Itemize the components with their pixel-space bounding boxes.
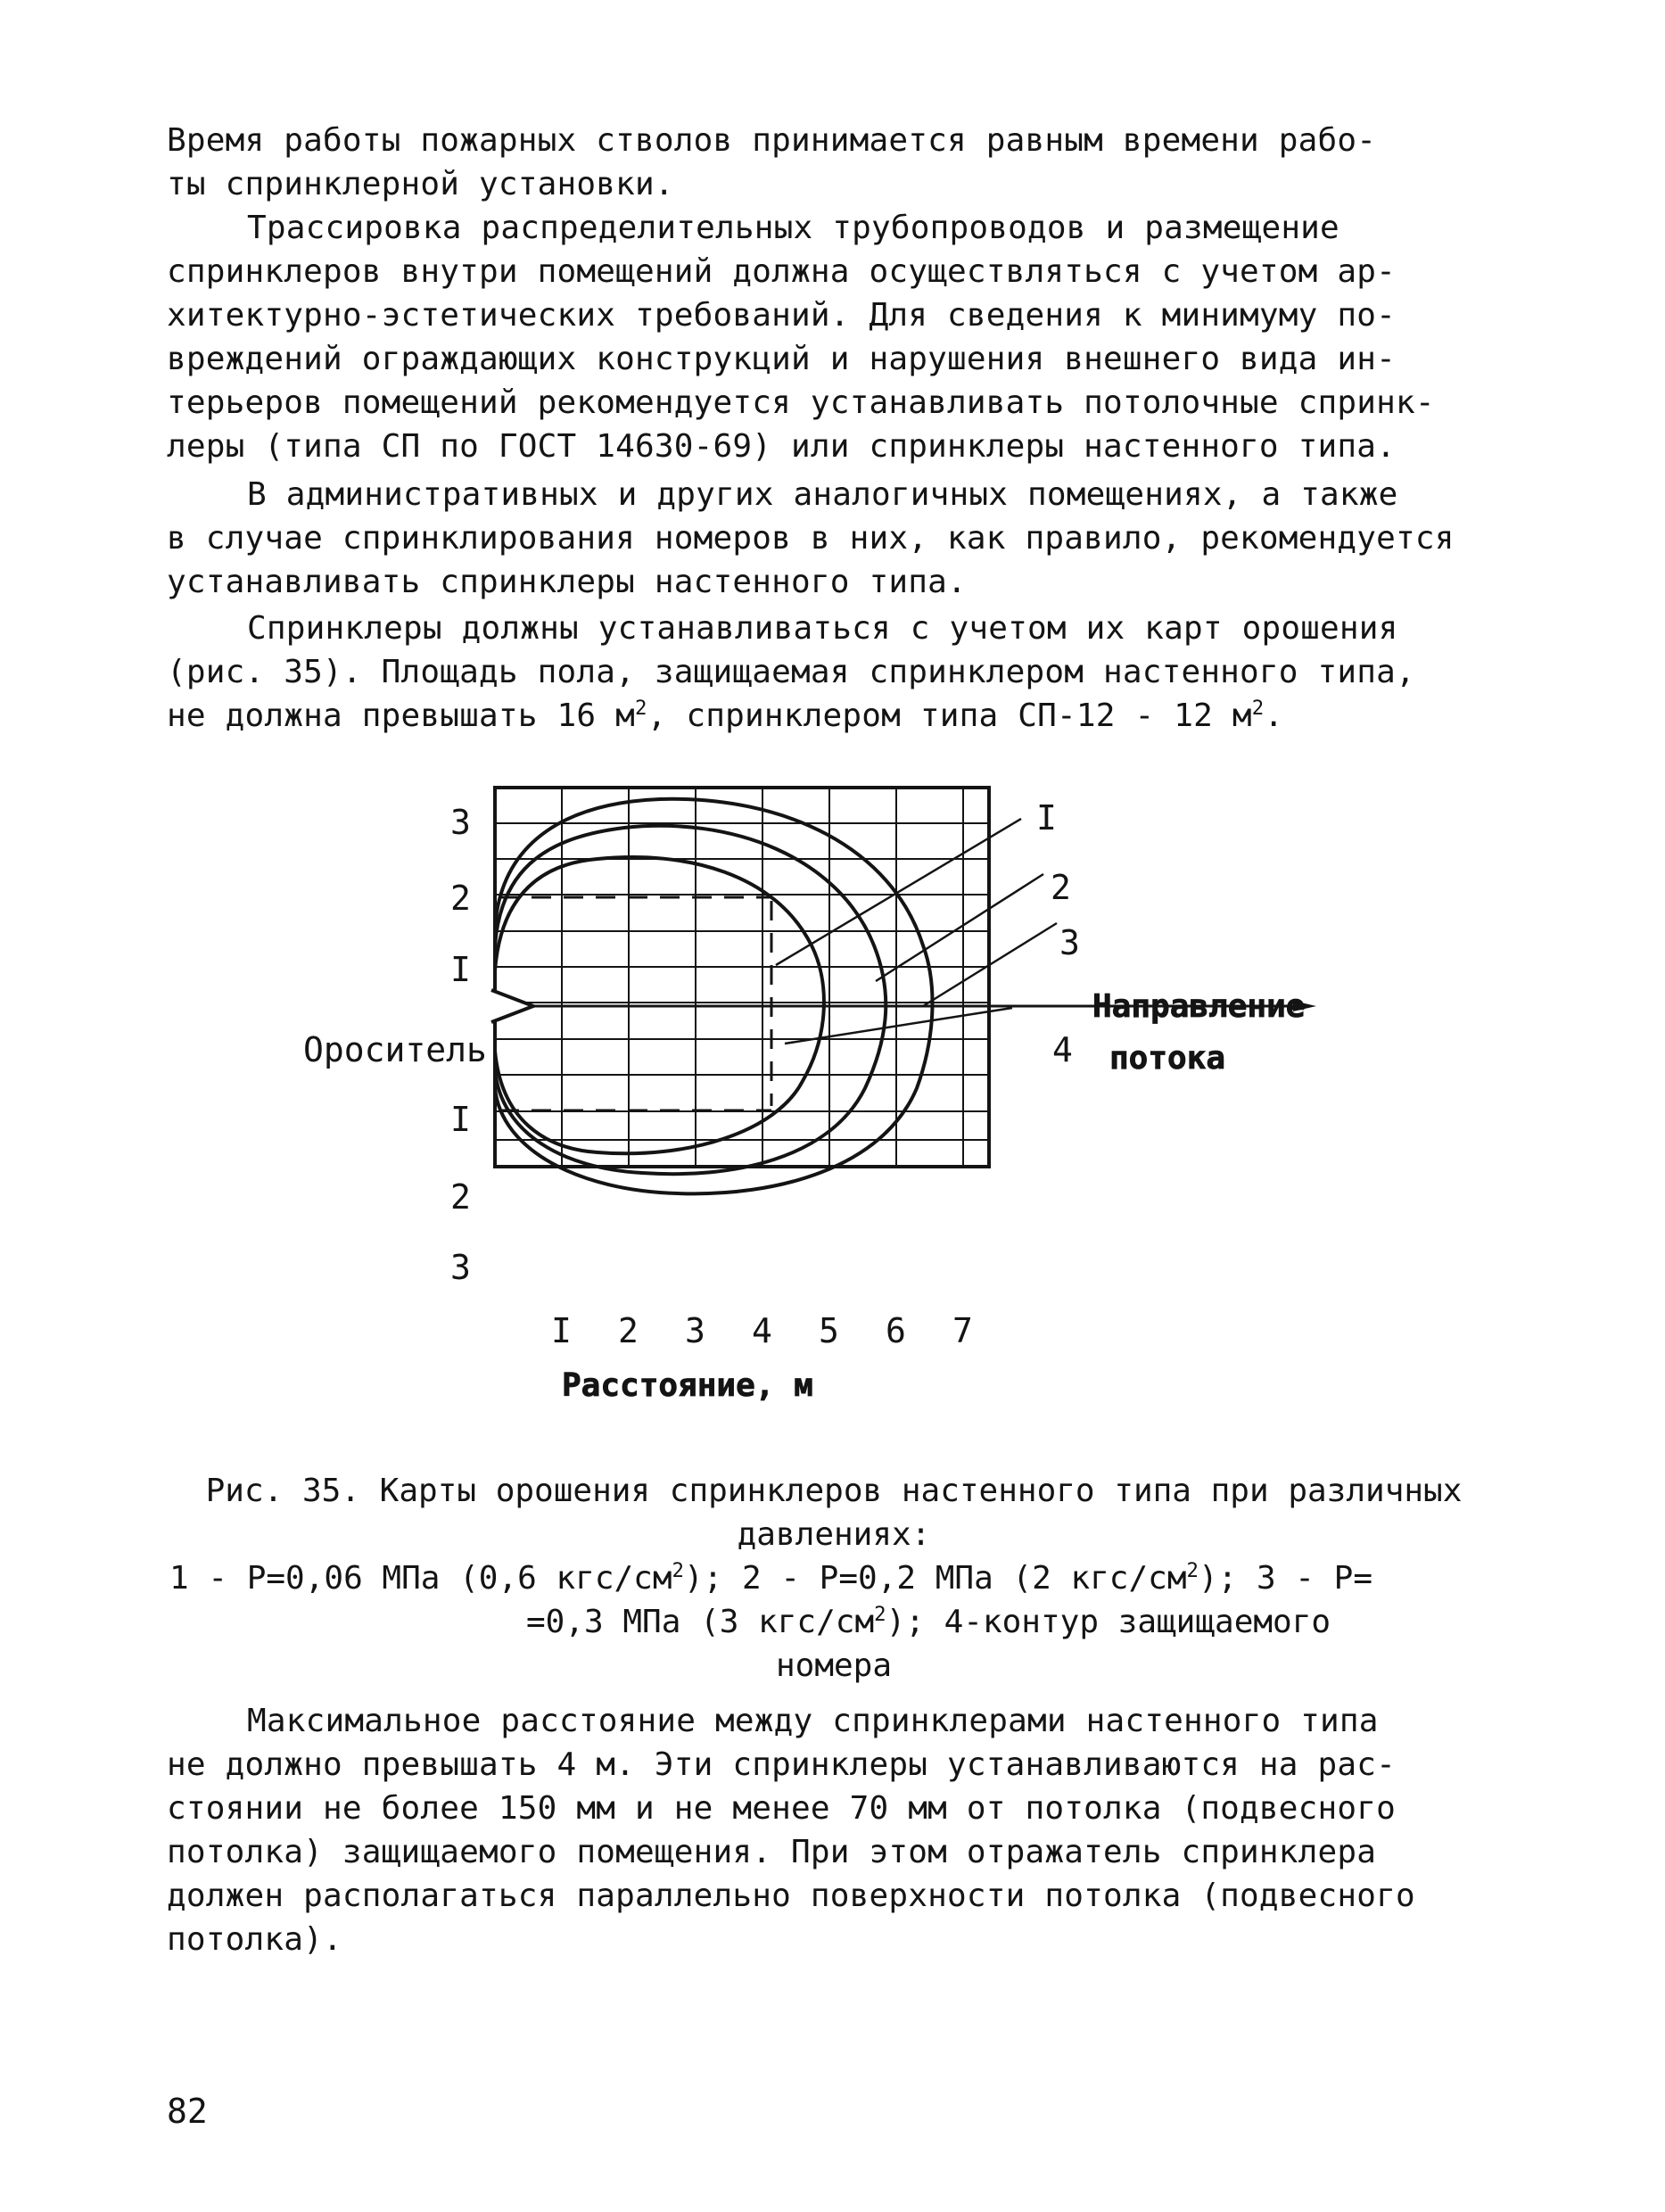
text-line: Спринклеры должны устанавливаться с учетом их карт орошения bbox=[247, 610, 1398, 647]
paragraph-5 bbox=[167, 1699, 1491, 1961]
text-line: устанавливать спринклеры настенного типа. bbox=[167, 564, 967, 600]
text-line: хитектурно-эстетических требований. Для сведения к минимуму по- bbox=[167, 297, 1397, 334]
y-tick-bottom-1: I bbox=[450, 1100, 471, 1139]
text-line: потолка). bbox=[167, 1921, 342, 1958]
curve-label-4: 4 bbox=[1052, 1030, 1073, 1069]
text-line: потолка) защищаемого помещения. При этом отражатель спринклера bbox=[167, 1834, 1377, 1870]
caption-line: давлениях: bbox=[737, 1516, 931, 1553]
protected-room-contour bbox=[499, 897, 771, 1110]
text-line: Максимальное расстояние между спринклерами настенного типа bbox=[247, 1703, 1379, 1739]
paragraph-2 bbox=[167, 206, 1491, 468]
caption-line: Рис. 35. Карты орошения спринклеров настенного типа при различных bbox=[205, 1473, 1463, 1509]
flow-label-line2: потока bbox=[1109, 1040, 1226, 1077]
text-line: стоянии не более 150 мм и не менее 70 мм от потолка (подвесного bbox=[167, 1790, 1397, 1827]
caption-line: =0,3 МПа (3 кгс/$см^2$); 4-контур защищаемого bbox=[526, 1603, 1331, 1640]
text-line: терьеров помещений рекомендуется устанавливать потолочные спринк- bbox=[167, 384, 1435, 421]
x-tick-5: 5 bbox=[819, 1311, 839, 1350]
text-line: должен располагаться параллельно поверхности потолка (подвесного bbox=[167, 1878, 1415, 1914]
x-tick-7: 7 bbox=[952, 1311, 973, 1350]
x-tick-6: 6 bbox=[886, 1311, 906, 1350]
sprinkler-notch bbox=[491, 990, 533, 1022]
y-tick-top-2: 2 bbox=[450, 879, 471, 918]
paragraph-3 bbox=[167, 473, 1491, 604]
sprinkler-label: Ороситель bbox=[303, 1030, 487, 1069]
text-line: Трассировка распределительных трубопроводов и размещение bbox=[247, 210, 1339, 246]
text-line: не должно превышать 4 м. Эти спринклеры устанавливаются на рас- bbox=[167, 1746, 1397, 1783]
y-tick-bottom-2: 2 bbox=[450, 1177, 471, 1217]
text-line: В административных и других аналогичных помещениях, а также bbox=[247, 476, 1398, 513]
text-line: спринклеров внутри помещений должна осуществляться с учетом ар- bbox=[167, 253, 1397, 290]
text-line: вреждений ограждающих конструкций и нарушения внешнего вида ин- bbox=[167, 341, 1397, 377]
x-tick-4: 4 bbox=[752, 1311, 772, 1350]
text-line: леры (типа СП по ГОСТ 14630-69) или спринклеры настенного типа. bbox=[167, 428, 1397, 465]
text-line: ты спринклерной установки. bbox=[167, 166, 674, 202]
y-tick-top-3: 3 bbox=[450, 803, 471, 842]
paragraph-4 bbox=[167, 607, 1491, 738]
curve-label-2: 2 bbox=[1051, 868, 1071, 907]
figure-caption bbox=[161, 1469, 1507, 1688]
text-line: в случае спринклирования номеров в них, как правило, рекомендуется bbox=[167, 520, 1455, 557]
x-tick-3: 3 bbox=[685, 1311, 705, 1350]
curve-2 bbox=[495, 826, 886, 1174]
text-line: Время работы пожарных стволов принимается равным времени рабо- bbox=[167, 122, 1377, 159]
caption-line: 1 - Р=0,06 МПа (0,6 кгс/$см^2$); 2 - Р=0,2 МПа (2 кгс/$см^2$); 3 - Р= bbox=[169, 1559, 1373, 1597]
paragraph-1 bbox=[167, 119, 1491, 206]
x-tick-2: 2 bbox=[618, 1311, 639, 1350]
x-axis-label: Расстояние, м bbox=[562, 1367, 813, 1404]
text-line: (рис. 35). Площадь пола, защищаемая спринклером настенного типа, bbox=[167, 654, 1415, 690]
caption-line: номера bbox=[775, 1647, 893, 1684]
y-tick-top-1: I bbox=[450, 950, 471, 989]
curve-label-3: 3 bbox=[1059, 923, 1080, 962]
curve-label-1: I bbox=[1036, 798, 1057, 838]
y-tick-bottom-3: 3 bbox=[450, 1248, 471, 1287]
irrigation-map-figure bbox=[268, 767, 1338, 1418]
flow-label-line1: Направление bbox=[1092, 988, 1306, 1025]
x-tick-1: I bbox=[551, 1311, 572, 1350]
text-line: не должна превышать 16 $м^2$, спринклером типа СП-12 - 12 $м^2$. bbox=[167, 697, 1284, 734]
page-number: 82 bbox=[167, 2092, 208, 2131]
